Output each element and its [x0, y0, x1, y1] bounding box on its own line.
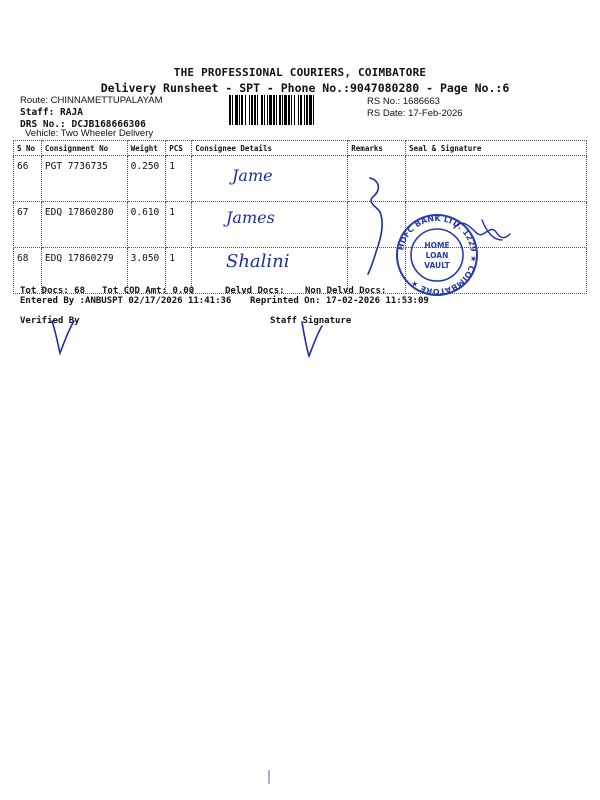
consignee-signature-2 [222, 203, 332, 233]
barcode-bar [249, 95, 250, 125]
svg-text:James: James [226, 208, 275, 227]
barcode-bar [284, 95, 287, 125]
barcode-bar [279, 95, 281, 125]
barcode-bar [239, 95, 240, 125]
table-header-row [14, 141, 587, 156]
staff-signature-label: Staff Signature [270, 316, 352, 326]
total-cod-amount: Tot COD Amt: 0.00 [102, 286, 195, 296]
staff-signature-mark [296, 318, 326, 360]
cell-sno: 66 [14, 156, 42, 202]
barcode-bar [267, 95, 268, 125]
stray-ink-mark [264, 768, 274, 788]
route-label: Route: CHINNAMETTUPALAYAM [20, 95, 163, 106]
barcode-bar [276, 95, 277, 125]
barcode-bar [298, 95, 299, 125]
vehicle-label: Vehicle: Two Wheeler Delivery [25, 128, 154, 139]
reprinted-on: Reprinted On: 17-02-2026 11:53:09 [250, 296, 429, 306]
svg-text:Jame: Jame [232, 166, 273, 185]
cell-pcs: 1 [166, 156, 192, 202]
col-header-remarks: Remarks [348, 141, 406, 156]
cell-pcs: 1 [166, 202, 192, 248]
barcode-bar [273, 95, 275, 125]
cell-sno: 68 [14, 248, 42, 294]
barcode-bar [304, 95, 305, 125]
barcode-bar [313, 95, 314, 125]
barcode-bar [288, 95, 290, 125]
barcode-bar [309, 95, 312, 125]
non-delivered-docs: Non Delvd Docs: [305, 286, 387, 296]
company-title: THE PROFESSIONAL COURIERS, COIMBATORE [173, 66, 427, 79]
col-header-weight: Weight [127, 141, 166, 156]
consignee-signature-3 [222, 244, 342, 276]
cell-consignment: PGT 7736735 [41, 156, 127, 202]
cell-weight: 0.250 [127, 156, 166, 202]
cell-sno: 67 [14, 202, 42, 248]
remarks-scribble [352, 172, 392, 282]
cell-consignment: EDQ 17860279 [41, 248, 127, 294]
svg-text:VAULT: VAULT [424, 261, 450, 270]
drs-number: DRS No.: DCJB168666306 [20, 119, 146, 130]
verified-signature-mark [48, 315, 78, 357]
runsheet-title: Delivery Runsheet - SPT - Phone No.:9047080280 - Page No.:6 [100, 81, 510, 95]
col-header-consignee: Consignee Details [192, 141, 348, 156]
bank-seal-stamp [392, 210, 522, 300]
barcode-bar [229, 95, 231, 125]
total-docs: Tot Docs: 68 [20, 286, 86, 296]
barcode-bar [232, 95, 233, 125]
barcode-bar [241, 95, 243, 125]
barcode-bar [306, 95, 308, 125]
barcode-bar [294, 95, 295, 125]
col-header-pcs: PCS [166, 141, 192, 156]
rs-number: RS No.: 1686663 [367, 96, 440, 107]
cell-pcs: 1 [166, 248, 192, 294]
cell-consignment: EDQ 17860280 [41, 202, 127, 248]
staff-label: Staff: RAJA [20, 107, 83, 118]
svg-text:LOAN: LOAN [425, 251, 449, 260]
col-header-sno: S No [14, 141, 42, 156]
col-header-consignment: Consignment No [41, 141, 127, 156]
svg-text:Shalini: Shalini [226, 251, 290, 272]
cell-weight: 3.050 [127, 248, 166, 294]
svg-text:HDFC BANK LTD. 1229 ★ COIMBATO: HDFC BANK LTD. 1229 ★ COIMBATORE ★ [396, 213, 479, 297]
rs-date: RS Date: 17-Feb-2026 [367, 108, 463, 119]
barcode-bar [261, 95, 263, 125]
delivered-docs: Delvd Docs: [225, 286, 285, 296]
barcode-bar [291, 95, 292, 125]
barcode-bar [235, 95, 238, 125]
col-header-seal: Seal & Signature [406, 141, 587, 156]
barcode-bar [282, 95, 283, 125]
cell-seal [406, 156, 587, 202]
barcode-bar [254, 95, 256, 125]
cell-weight: 0.610 [127, 202, 166, 248]
barcode-bar [257, 95, 258, 125]
barcode-bar [251, 95, 253, 125]
entered-by: Entered By :ANBUSPT 02/17/2026 11:41:36 [20, 296, 232, 306]
consignee-signature-1 [228, 160, 338, 190]
barcode-bar [300, 95, 302, 125]
svg-text:HOME: HOME [424, 241, 450, 250]
barcode-bar [264, 95, 265, 125]
barcode-image [229, 95, 363, 125]
barcode-bar [245, 95, 246, 125]
barcode-bar [269, 95, 272, 125]
verified-by-label: Verified By [20, 316, 80, 326]
